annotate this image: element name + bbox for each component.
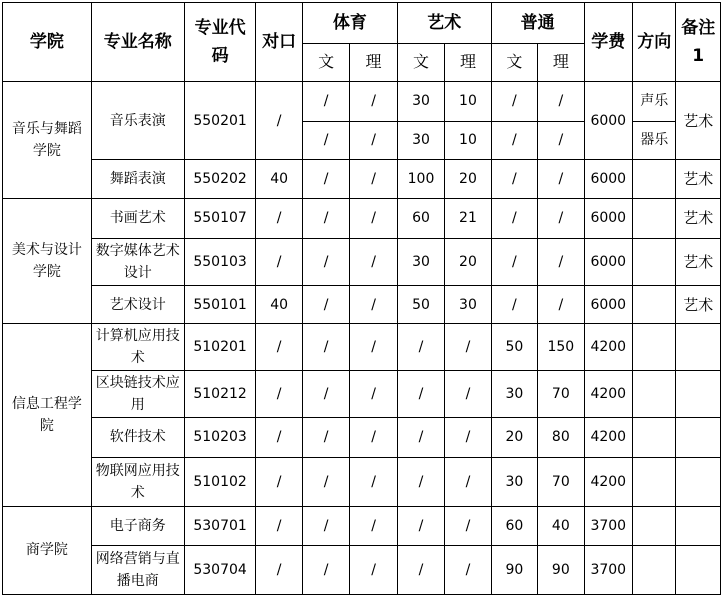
general-li-cell: / [538, 121, 584, 160]
table-row [3, 506, 721, 546]
header-duikou: 对口 [256, 3, 302, 82]
sports-wen-cell: / [302, 546, 349, 595]
sports-wen-cell: / [302, 239, 349, 286]
header-sports-wen: 文 [302, 43, 349, 82]
remark-cell: 艺术 [676, 82, 721, 160]
duikou-cell: / [256, 324, 302, 371]
arts-li-cell: / [445, 417, 491, 458]
header-row-1 [3, 3, 721, 44]
remark-cell: 艺术 [676, 285, 721, 324]
arts-wen-cell: / [397, 458, 444, 507]
arts-wen-cell: / [397, 546, 444, 595]
arts-wen-cell: 30 [397, 82, 444, 122]
general-wen-cell: 60 [491, 506, 537, 546]
college-cell: 商学院 [3, 506, 92, 594]
major-cell: 网络营销与直播电商 [91, 546, 184, 595]
header-sports-li: 理 [350, 43, 397, 82]
college-cell: 美术与设计学院 [3, 198, 92, 324]
code-cell: 510201 [184, 324, 256, 371]
code-cell: 550201 [184, 82, 256, 160]
code-cell: 510102 [184, 458, 256, 507]
remark-cell [676, 458, 721, 507]
fee-cell: 3700 [584, 546, 632, 595]
code-cell: 550107 [184, 198, 256, 239]
arts-li-cell: / [445, 458, 491, 507]
major-cell: 书画艺术 [91, 198, 184, 239]
general-li-cell: 70 [538, 458, 584, 507]
general-wen-cell: / [491, 121, 537, 160]
direction-cell [633, 546, 676, 595]
general-wen-cell: / [491, 239, 537, 286]
remark-cell: 艺术 [676, 160, 721, 199]
remark-cell: 艺术 [676, 239, 721, 286]
header-direction: 方向 [633, 3, 676, 82]
remark-cell [676, 370, 721, 417]
general-wen-cell: 90 [491, 546, 537, 595]
fee-cell: 4200 [584, 324, 632, 371]
header-code: 专业代码 [184, 3, 256, 82]
arts-li-cell: / [445, 370, 491, 417]
general-li-cell: 80 [538, 417, 584, 458]
fee-cell: 4200 [584, 370, 632, 417]
fee-cell: 6000 [584, 239, 632, 286]
duikou-cell: / [256, 239, 302, 286]
arts-wen-cell: 60 [397, 198, 444, 239]
direction-cell [633, 198, 676, 239]
sports-li-cell: / [350, 506, 397, 546]
direction-cell [633, 417, 676, 458]
sports-wen-cell: / [302, 285, 349, 324]
arts-wen-cell: 50 [397, 285, 444, 324]
header-general-li: 理 [538, 43, 584, 82]
remark-cell [676, 417, 721, 458]
duikou-cell: / [256, 82, 302, 160]
sports-wen-cell: / [302, 506, 349, 546]
arts-li-cell: / [445, 506, 491, 546]
sports-wen-cell: / [302, 160, 349, 199]
general-wen-cell: / [491, 198, 537, 239]
fee-cell: 3700 [584, 506, 632, 546]
sports-li-cell: / [350, 198, 397, 239]
sports-li-cell: / [350, 324, 397, 371]
duikou-cell: / [256, 417, 302, 458]
major-cell: 物联网应用技术 [91, 458, 184, 507]
arts-li-cell: 10 [445, 82, 491, 122]
table-row [3, 370, 721, 417]
direction-cell [633, 285, 676, 324]
duikou-cell: / [256, 546, 302, 595]
sports-li-cell: / [350, 239, 397, 286]
table-row [3, 458, 721, 507]
sports-wen-cell: / [302, 458, 349, 507]
general-li-cell: / [538, 285, 584, 324]
general-li-cell: 90 [538, 546, 584, 595]
sports-wen-cell: / [302, 417, 349, 458]
general-li-cell: / [538, 239, 584, 286]
header-college: 学院 [3, 3, 92, 82]
header-sports: 体育 [302, 3, 397, 44]
general-wen-cell: / [491, 82, 537, 122]
direction-cell: 器乐 [633, 121, 676, 160]
fee-cell: 4200 [584, 458, 632, 507]
sports-wen-cell: / [302, 370, 349, 417]
major-cell: 软件技术 [91, 417, 184, 458]
major-cell: 区块链技术应用 [91, 370, 184, 417]
code-cell: 510203 [184, 417, 256, 458]
major-cell: 舞蹈表演 [91, 160, 184, 199]
arts-li-cell: / [445, 324, 491, 371]
major-cell: 计算机应用技术 [91, 324, 184, 371]
general-wen-cell: 50 [491, 324, 537, 371]
header-remark: 备注1 [676, 3, 721, 82]
header-arts-li: 理 [445, 43, 491, 82]
arts-wen-cell: / [397, 417, 444, 458]
arts-wen-cell: 30 [397, 239, 444, 286]
major-cell: 音乐表演 [91, 82, 184, 160]
direction-cell [633, 160, 676, 199]
arts-li-cell: 21 [445, 198, 491, 239]
code-cell: 550202 [184, 160, 256, 199]
remark-cell [676, 506, 721, 546]
arts-li-cell: 10 [445, 121, 491, 160]
fee-cell: 6000 [584, 198, 632, 239]
general-wen-cell: / [491, 160, 537, 199]
arts-wen-cell: / [397, 324, 444, 371]
table-row [3, 417, 721, 458]
code-cell: 530701 [184, 506, 256, 546]
sports-li-cell: / [350, 546, 397, 595]
arts-wen-cell: / [397, 506, 444, 546]
direction-cell [633, 239, 676, 286]
fee-cell: 6000 [584, 285, 632, 324]
major-cell: 电子商务 [91, 506, 184, 546]
sports-li-cell: / [350, 370, 397, 417]
code-cell: 530704 [184, 546, 256, 595]
code-cell: 550101 [184, 285, 256, 324]
arts-li-cell: / [445, 546, 491, 595]
general-wen-cell: 30 [491, 458, 537, 507]
duikou-cell: / [256, 198, 302, 239]
general-wen-cell: 30 [491, 370, 537, 417]
major-cell: 数字媒体艺术设计 [91, 239, 184, 286]
table-row [3, 285, 721, 324]
header-major: 专业名称 [91, 3, 184, 82]
table-row [3, 239, 721, 286]
table-row [3, 160, 721, 199]
table-row [3, 198, 721, 239]
duikou-cell: 40 [256, 285, 302, 324]
direction-cell [633, 370, 676, 417]
fee-cell: 6000 [584, 82, 632, 160]
general-li-cell: / [538, 160, 584, 199]
remark-cell [676, 324, 721, 371]
general-li-cell: 70 [538, 370, 584, 417]
header-general-wen: 文 [491, 43, 537, 82]
sports-li-cell: / [350, 121, 397, 160]
arts-li-cell: 20 [445, 160, 491, 199]
duikou-cell: / [256, 458, 302, 507]
remark-cell: 艺术 [676, 198, 721, 239]
major-cell: 艺术设计 [91, 285, 184, 324]
general-li-cell: / [538, 198, 584, 239]
admission-plan-table [2, 2, 721, 595]
direction-cell [633, 324, 676, 371]
sports-wen-cell: / [302, 121, 349, 160]
remark-cell [676, 546, 721, 595]
table-row [3, 324, 721, 371]
duikou-cell: / [256, 506, 302, 546]
sports-wen-cell: / [302, 82, 349, 122]
general-wen-cell: 20 [491, 417, 537, 458]
sports-wen-cell: / [302, 198, 349, 239]
direction-cell: 声乐 [633, 82, 676, 122]
code-cell: 510212 [184, 370, 256, 417]
header-arts-wen: 文 [397, 43, 444, 82]
duikou-cell: / [256, 370, 302, 417]
general-wen-cell: / [491, 285, 537, 324]
direction-cell [633, 458, 676, 507]
table-row [3, 82, 721, 122]
header-arts: 艺术 [397, 3, 491, 44]
arts-wen-cell: / [397, 370, 444, 417]
college-cell: 音乐与舞蹈学院 [3, 82, 92, 199]
general-li-cell: 40 [538, 506, 584, 546]
arts-li-cell: 30 [445, 285, 491, 324]
arts-li-cell: 20 [445, 239, 491, 286]
sports-wen-cell: / [302, 324, 349, 371]
college-cell: 信息工程学院 [3, 324, 92, 506]
general-li-cell: / [538, 82, 584, 122]
sports-li-cell: / [350, 82, 397, 122]
sports-li-cell: / [350, 458, 397, 507]
fee-cell: 6000 [584, 160, 632, 199]
fee-cell: 4200 [584, 417, 632, 458]
general-li-cell: 150 [538, 324, 584, 371]
direction-cell [633, 506, 676, 546]
header-fee: 学费 [584, 3, 632, 82]
sports-li-cell: / [350, 160, 397, 199]
header-general: 普通 [491, 3, 584, 44]
table-row [3, 546, 721, 595]
arts-wen-cell: 30 [397, 121, 444, 160]
duikou-cell: 40 [256, 160, 302, 199]
arts-wen-cell: 100 [397, 160, 444, 199]
sports-li-cell: / [350, 417, 397, 458]
sports-li-cell: / [350, 285, 397, 324]
code-cell: 550103 [184, 239, 256, 286]
